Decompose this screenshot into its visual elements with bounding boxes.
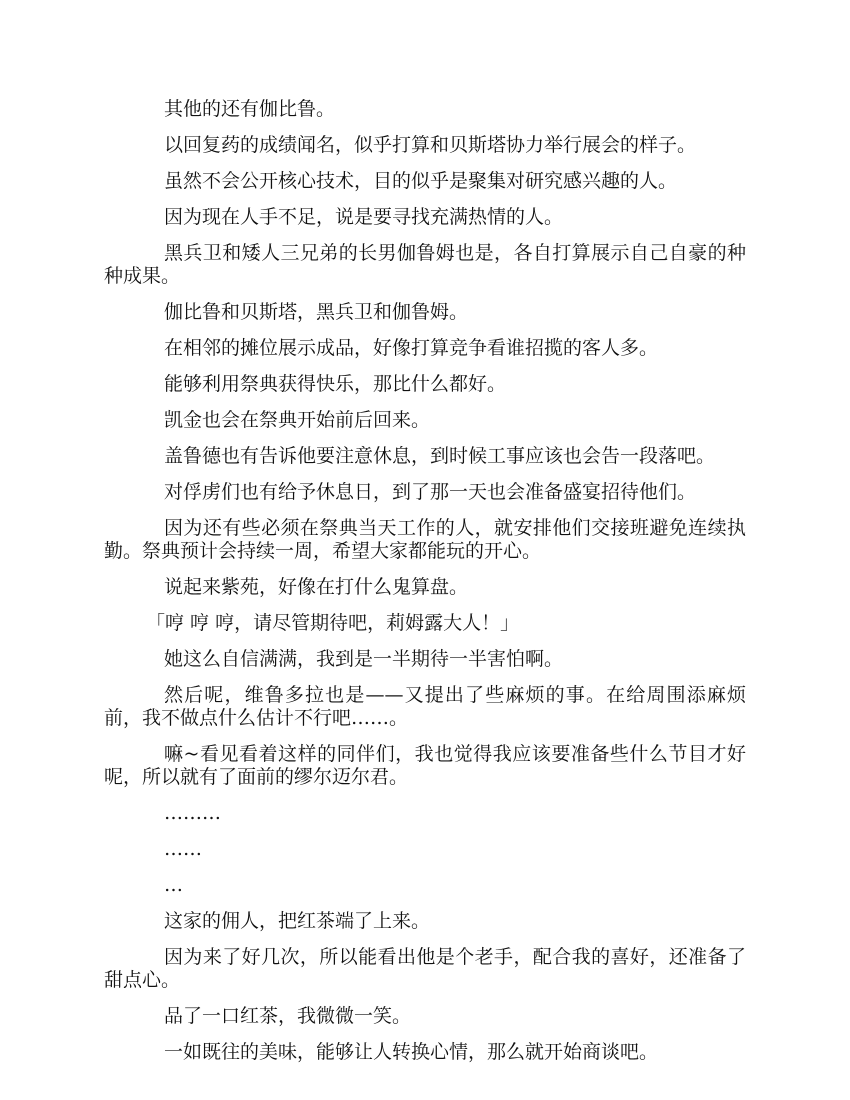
ellipsis-line: ……… [164, 802, 221, 824]
paragraph: 因为还有些必须在祭典当天工作的人，就安排他们交接班避免连续执勤。祭典预计会持续一周，希望大家都能玩的开心。 [104, 517, 746, 562]
paragraph: 凯金也会在祭典开始前后回来。 [164, 409, 431, 431]
paragraph: 其他的还有伽比鲁。 [164, 98, 336, 120]
paragraph: 伽比鲁和贝斯塔，黑兵卫和伽鲁姆。 [164, 301, 469, 323]
paragraph: 嘛~看见看着这样的同伴们，我也觉得我应该要准备些什么节目才好呢，所以就有了面前的缪尔迈尔君。 [104, 743, 746, 788]
paragraph: 因为现在人手不足，说是要寻找充满热情的人。 [164, 206, 564, 228]
paragraph: 以回复药的成绩闻名，似乎打算和贝斯塔协力举行展会的样子。 [164, 134, 697, 156]
ellipsis-line: …… [164, 838, 202, 860]
paragraph: 在相邻的摊位展示成品，好像打算竞争看谁招揽的客人多。 [164, 337, 659, 359]
paragraph: 虽然不会公开核心技术，目的似乎是聚集对研究感兴趣的人。 [164, 170, 678, 192]
dialogue-line: 「哼 哼 哼，请尽管期待吧，莉姆露大人！」 [146, 612, 520, 634]
document-body [104, 98, 746, 1077]
paragraph: 说起来紫苑，好像在打什么鬼算盘。 [164, 576, 469, 598]
paragraph: 盖鲁德也有告诉他要注意休息，到时候工事应该也会告一段落吧。 [164, 445, 716, 467]
paragraph: 因为来了好几次，所以能看出他是个老手，配合我的喜好，还准备了甜点心。 [104, 946, 746, 991]
paragraph: 一如既往的美味，能够让人转换心情，那么就开始商谈吧。 [164, 1041, 659, 1063]
paragraph: 品了一口红茶，我微微一笑。 [164, 1005, 412, 1027]
paragraph: 这家的佣人，把红茶端了上来。 [164, 910, 431, 932]
ellipsis-line: … [164, 874, 183, 896]
paragraph: 然后呢，维鲁多拉也是——又提出了些麻烦的事。在给周围添麻烦前，我不做点什么估计不行吧……。 [104, 684, 746, 729]
paragraph: 对俘虏们也有给予休息日，到了那一天也会准备盛宴招待他们。 [164, 481, 697, 503]
paragraph: 能够利用祭典获得快乐，那比什么都好。 [164, 373, 507, 395]
paragraph: 黑兵卫和矮人三兄弟的长男伽鲁姆也是，各自打算展示自己自豪的种种成果。 [104, 242, 746, 287]
paragraph: 她这么自信满满，我到是一半期待一半害怕啊。 [164, 648, 564, 670]
